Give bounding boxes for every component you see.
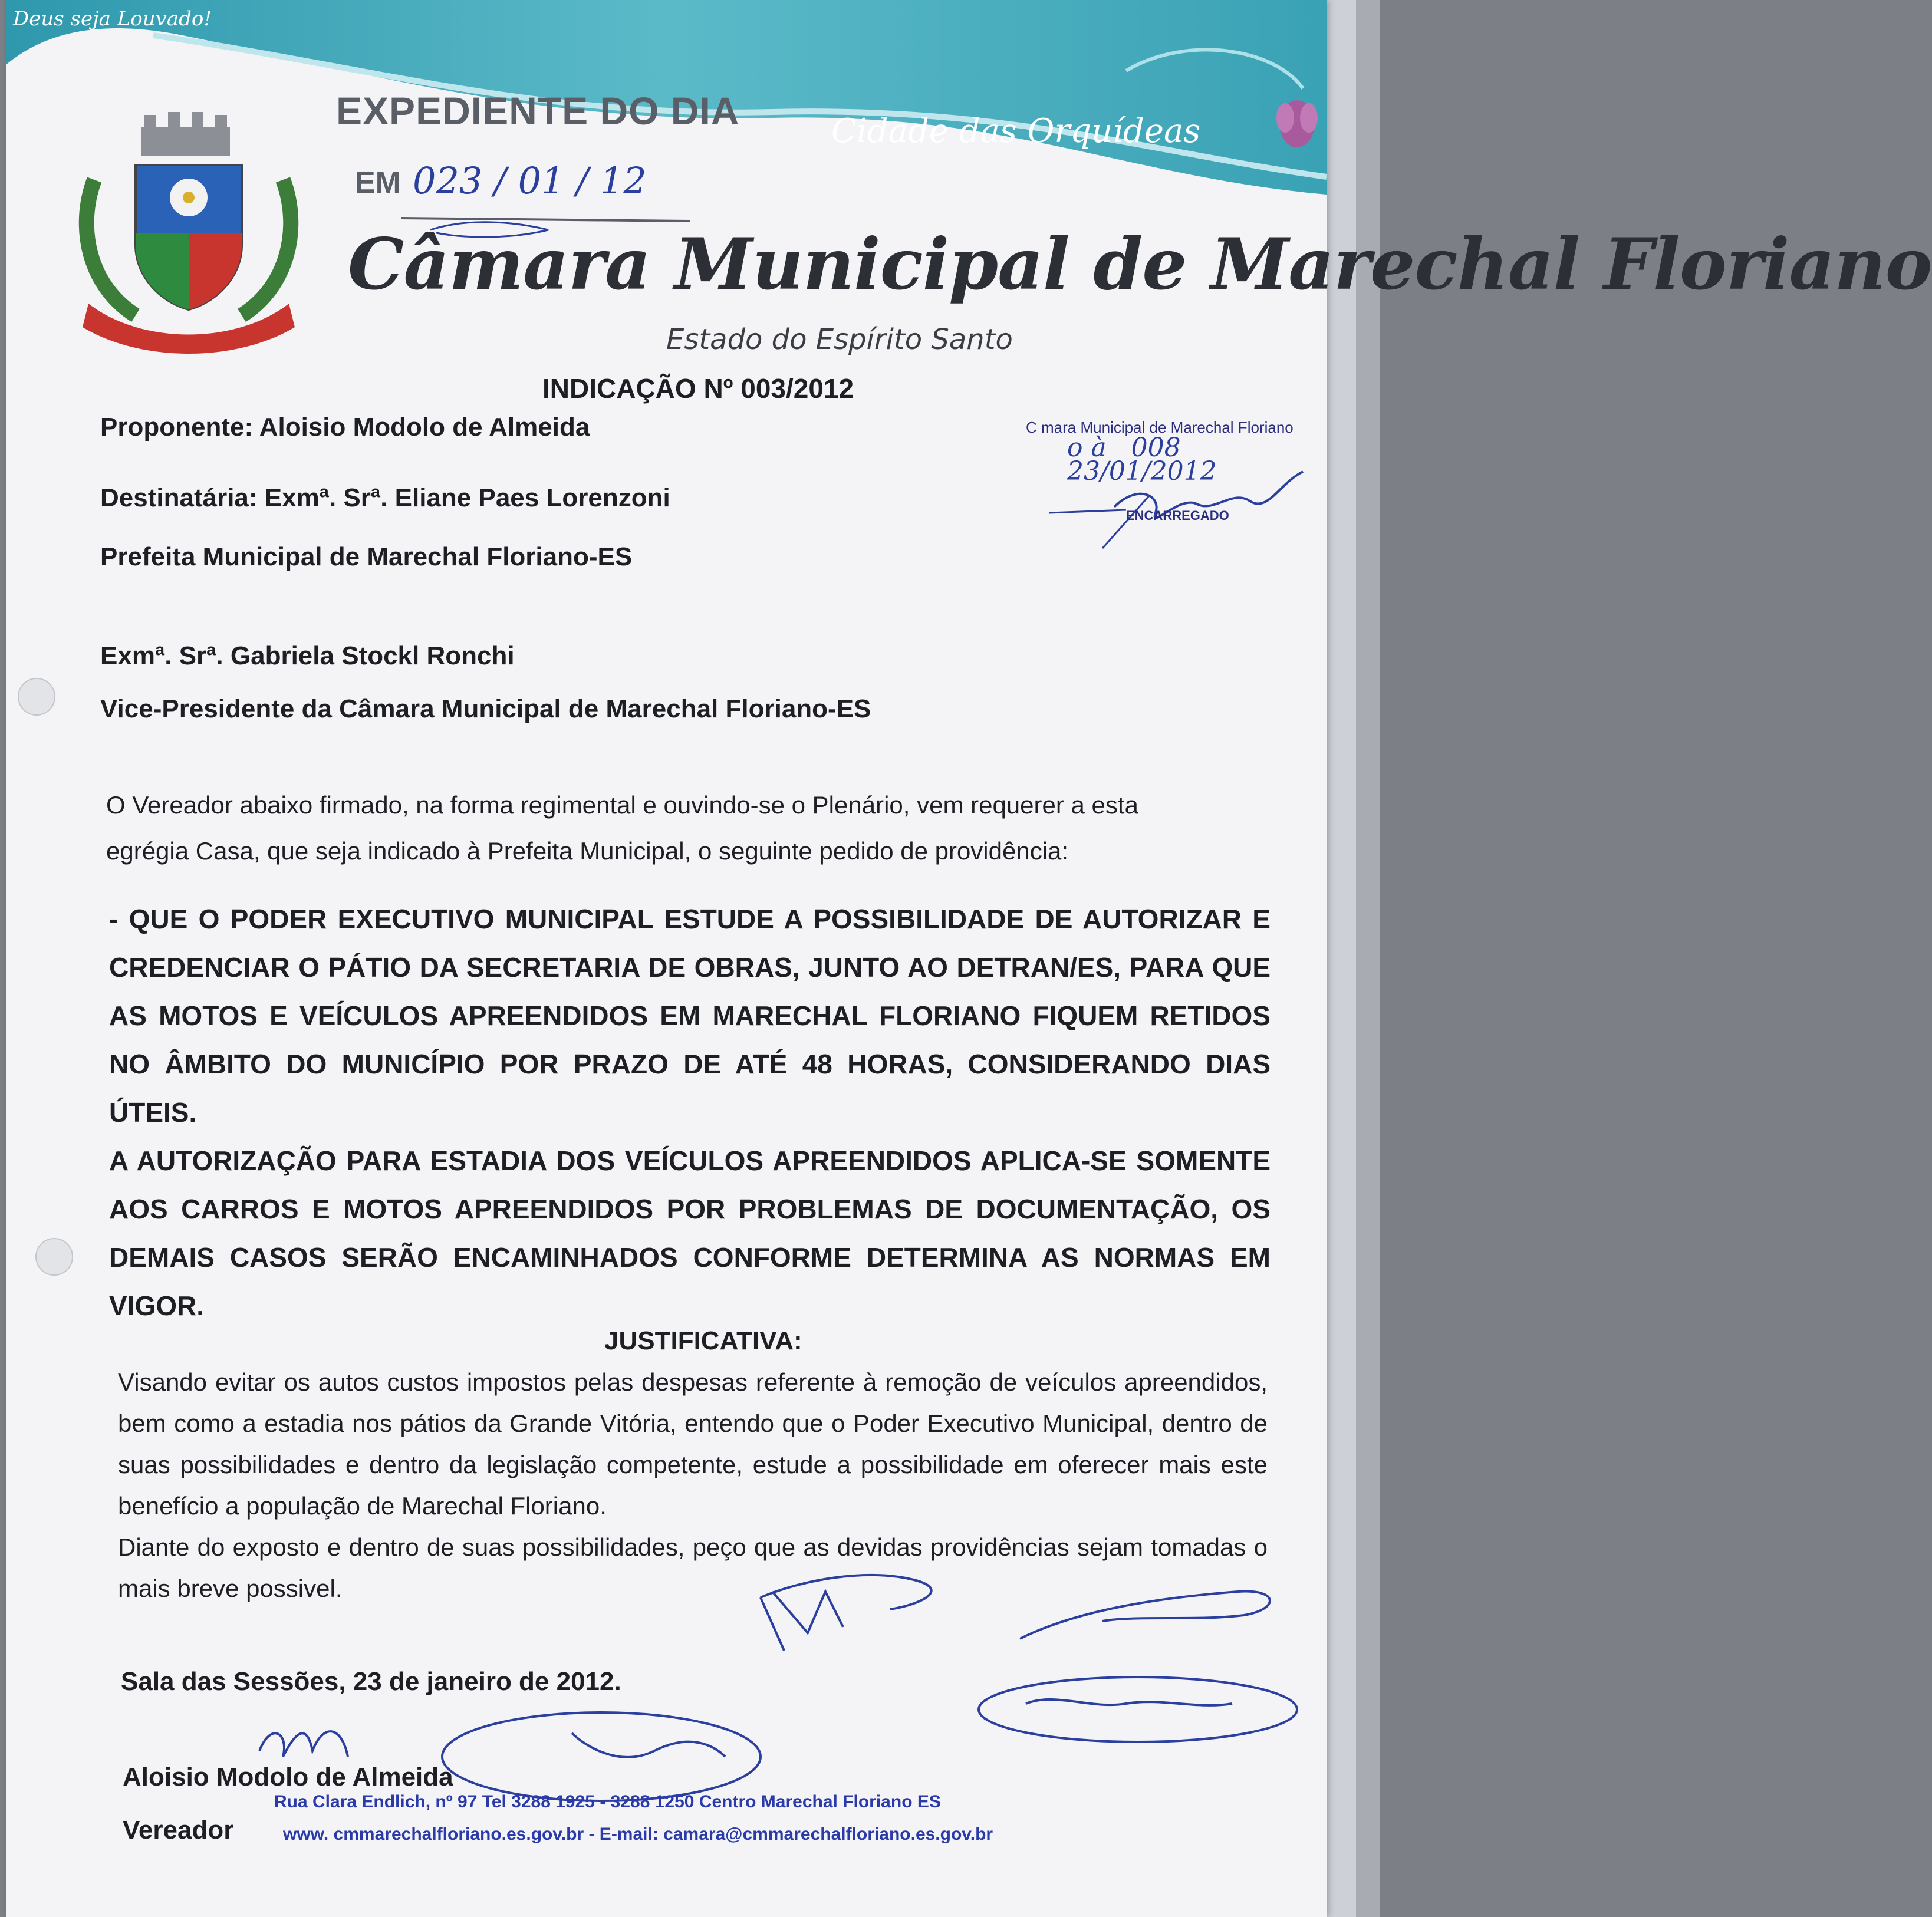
second-recipient-line: Exmª. Srª. Gabriela Stockl Ronchi bbox=[100, 641, 515, 670]
city-slogan: Cidade das Orquídeas bbox=[831, 112, 1201, 150]
signer-name: Aloisio Modolo de Almeida bbox=[123, 1763, 453, 1791]
receipt-stamp-label: ENCARREGADO bbox=[1126, 508, 1229, 523]
request-paragraph-1: - QUE O PODER EXECUTIVO MUNICIPAL ESTUDE A POSSIBILIDADE DE AUTORIZAR E CREDENCIAR O PÁTIO DA SECRETARIA DE OBRAS, JUNTO AO DETRAN/ES, PARA QUE AS MOTOS E VEÍCULOS APREENDIDOS EM MARECHAL FLORIANO FIQUEM RETIDOS NO ÂMBITO DO MUNICÍPIO POR PRAZO DE ATÉ 48 HORAS, CONSIDERANDO DIAS ÚTEIS. bbox=[109, 904, 1271, 1128]
document-title: INDICAÇÃO Nº 003/2012 bbox=[542, 373, 854, 404]
stamp-expediente-title: EXPEDIENTE DO DIA bbox=[336, 89, 740, 133]
justificativa-paragraph-1: Visando evitar os autos custos impostos pelas despesas referente à remoção de veículos apreendidos, bem como a estadia nos pátios da Grande Vitória, entendo que o Poder Executivo Municipal, dentro de suas possibilidades e dentro da legislação competente, estude a possibilidade em oferecer mais este benefício a população de Marechal Floriano. bbox=[118, 1368, 1268, 1520]
stamp-em-label: EM bbox=[355, 166, 401, 200]
coat-of-arms-logo bbox=[71, 109, 307, 357]
receipt-stamp-handwritten: o à 008 23/01/2012 bbox=[1067, 433, 1217, 486]
footer-contact: www. cmmarechalfloriano.es.gov.br - E-mail: camara@cmmarechalfloriano.es.gov.br bbox=[283, 1824, 993, 1844]
footer-address: Rua Clara Endlich, nº 97 Tel 3288 1925 - 3288 1250 Centro Marechal Floriano ES bbox=[274, 1792, 941, 1811]
proponente-line: Proponente: Aloisio Modolo de Almeida bbox=[100, 413, 590, 442]
session-date-line: Sala das Sessões, 23 de janeiro de 2012. bbox=[121, 1667, 621, 1696]
binder-hole bbox=[35, 1238, 73, 1276]
motto-text: Deus seja Louvado! bbox=[13, 7, 212, 31]
request-paragraph-2: A AUTORIZAÇÃO PARA ESTADIA DOS VEÍCULOS APREENDIDOS APLICA-SE SOMENTE AOS CARROS E MOTOS APREENDIDOS POR PROBLEMAS DE DOCUMENTAÇÃO, OS DEMAIS CASOS SERÃO ENCAMINHADOS CONFORME DETERMINA AS NORMAS EM VIGOR. bbox=[109, 1145, 1271, 1321]
receipt-stamp-header: C mara Municipal de Marechal Floriano bbox=[1026, 419, 1294, 436]
intro-paragraph-line-1: O Vereador abaixo firmado, na forma regimental e ouvindo-se o Plenário, vem requerer a esta bbox=[106, 791, 1138, 819]
destinataria-role: Prefeita Municipal de Marechal Floriano-ES bbox=[100, 542, 633, 571]
receipt-stamp-signature bbox=[1044, 460, 1315, 554]
signer-role: Vereador bbox=[123, 1816, 234, 1844]
institution-name: Câmara Municipal de Marechal Floriano bbox=[348, 223, 1932, 306]
orchid-icon bbox=[1268, 94, 1327, 165]
second-recipient-role: Vice-Presidente da Câmara Municipal de Marechal Floriano-ES bbox=[100, 694, 871, 723]
justificativa-heading: JUSTIFICATIVA: bbox=[604, 1326, 802, 1355]
state-name: Estado do Espírito Santo bbox=[666, 323, 1013, 356]
destinataria-line: Destinatária: Exmª. Srª. Eliane Paes Lorenzoni bbox=[100, 483, 670, 512]
justificativa-paragraph-2: Diante do exposto e dentro de suas possibilidades, peço que as devidas providências sejam tomadas o mais breve possivel. bbox=[118, 1533, 1268, 1602]
document-page bbox=[6, 0, 1932, 1917]
binder-hole bbox=[18, 678, 55, 716]
stamp-handwritten-date: 023 / 01 / 12 bbox=[413, 159, 647, 202]
intro-paragraph-line-2: egrégia Casa, que seja indicado à Prefeita Municipal, o seguinte pedido de providência: bbox=[106, 837, 1069, 865]
